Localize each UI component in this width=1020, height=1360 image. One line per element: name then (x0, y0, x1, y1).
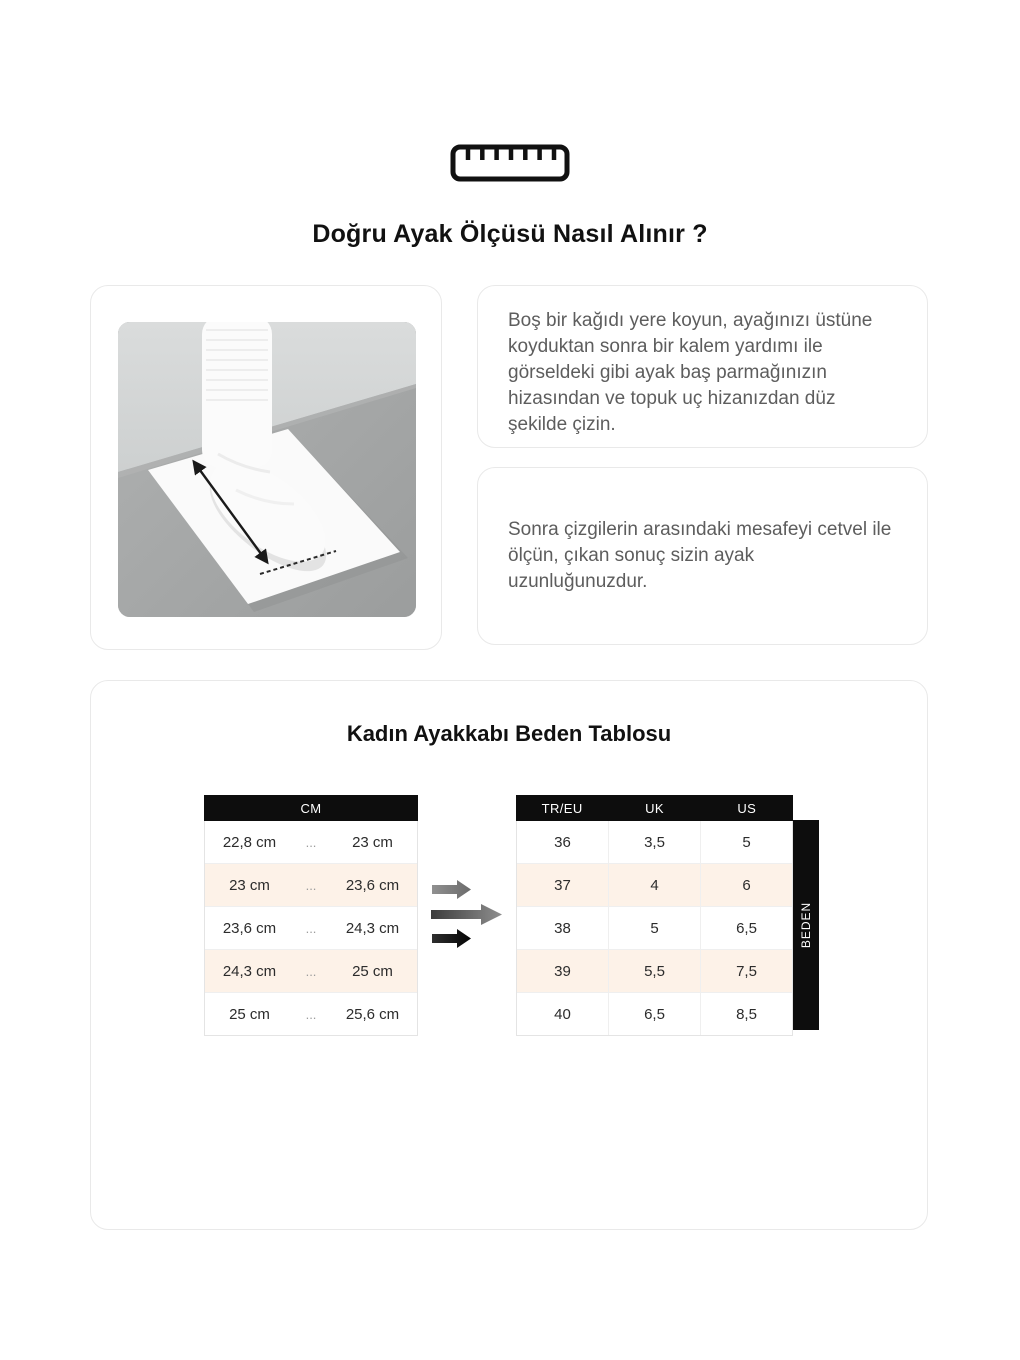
table-row (205, 864, 417, 907)
size-table (516, 795, 793, 1036)
cm-dots: ... (305, 963, 317, 979)
instruction-card-step2 (477, 467, 928, 645)
size-cell: 5 (700, 821, 792, 863)
cm-dots: ... (305, 834, 317, 850)
cm-min: 23 cm (229, 876, 270, 894)
table-row (205, 993, 417, 1035)
cm-table (204, 795, 418, 1036)
instruction-card-step1 (477, 285, 928, 448)
cm-max: 23 cm (352, 833, 393, 851)
cm-min: 23,6 cm (222, 919, 277, 937)
ruler-icon (0, 144, 1020, 182)
cm-max: 24,3 cm (345, 919, 400, 937)
size-chart-title: Kadın Ayakkabı Beden Tablosu (346, 721, 672, 746)
size-chart-card (90, 680, 928, 1230)
table-row (205, 821, 417, 864)
size-cell: 4 (608, 864, 700, 906)
size-cell: 6 (700, 864, 792, 906)
instruction-text-step2: Sonra çizgilerin arasındaki mesafeyi cetvel ile ölçün, çıkan sonuç sizin ayak uzunluğunuzdur. (508, 519, 892, 592)
cm-max: 23,6 cm (345, 876, 400, 894)
table-row (205, 907, 417, 950)
size-cell: 37 (554, 876, 571, 894)
size-cell: 8,5 (700, 993, 792, 1035)
cm-dots: ... (305, 1006, 317, 1022)
table-row (517, 821, 792, 864)
table-row (205, 950, 417, 993)
size-cell: 5,5 (608, 950, 700, 992)
size-table-header (516, 795, 793, 821)
size-cell: 6,5 (700, 907, 792, 949)
instruction-text-step1: Boş bir kağıdı yere koyun, ayağınızı üstüne koyduktan sonra bir kalem yardımı ile görseldeki gibi ayak baş parmağınızın hizasından ve topuk uç hizanızdan düz şekilde çizin. (508, 310, 873, 435)
size-cell: 5 (608, 907, 700, 949)
size-cell: 36 (554, 833, 571, 851)
cm-min: 24,3 cm (222, 962, 277, 980)
measurement-photo-card (90, 285, 442, 650)
size-cell: 40 (554, 1005, 571, 1023)
foot-measurement-photo (118, 322, 416, 617)
table-row (517, 950, 792, 993)
cm-max: 25 cm (352, 962, 393, 980)
cm-min: 25 cm (229, 1005, 270, 1023)
table-row (517, 993, 792, 1035)
size-cell: 6,5 (608, 993, 700, 1035)
beden-side-bar (793, 820, 819, 1030)
column-header-uk: UK (645, 800, 664, 816)
column-header-treu: TR/EU (541, 800, 583, 816)
column-header-us: US (737, 800, 757, 816)
page-title: Doğru Ayak Ölçüsü Nasıl Alınır ? (312, 220, 708, 248)
cm-max: 25,6 cm (345, 1005, 400, 1023)
table-row (517, 907, 792, 950)
cm-min: 22,8 cm (222, 833, 277, 851)
table-row (517, 864, 792, 907)
size-cell: 7,5 (700, 950, 792, 992)
cm-dots: ... (305, 877, 317, 893)
size-tables-area (91, 795, 927, 1045)
cm-table-header: CM (204, 795, 418, 821)
beden-label: BEDEN (799, 901, 813, 949)
size-cell: 38 (554, 919, 571, 937)
size-cell: 39 (554, 962, 571, 980)
conversion-arrows-icon (431, 879, 503, 954)
cm-dots: ... (305, 920, 317, 936)
size-cell: 3,5 (608, 821, 700, 863)
